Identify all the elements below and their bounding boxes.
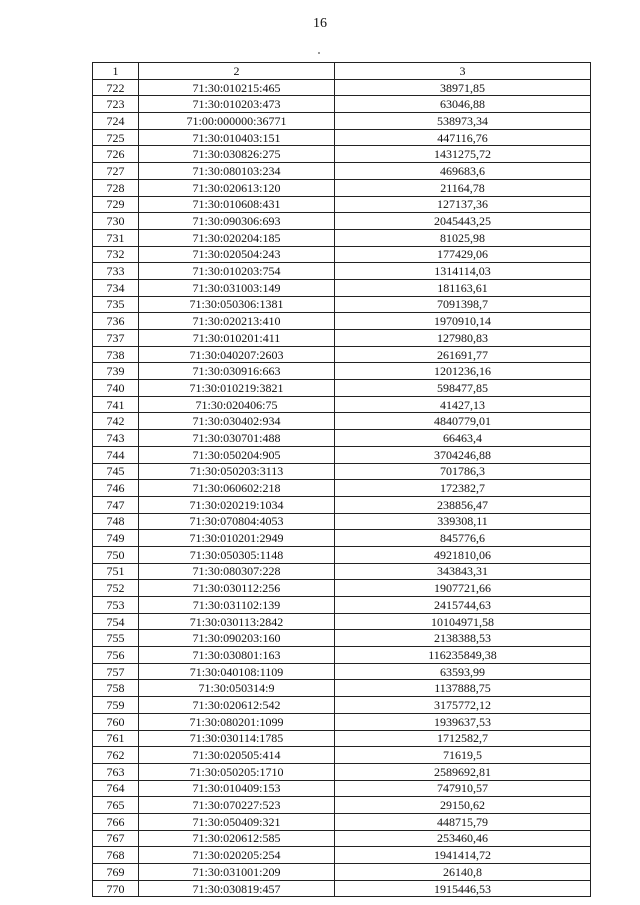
value-cell: 1712582,7 [335, 730, 591, 747]
table-row [93, 813, 591, 830]
table-row [93, 797, 591, 814]
cadastral-number-cell: 71:30:080201:1099 [139, 713, 335, 730]
cadastral-number-cell: 71:30:010403:151 [139, 129, 335, 146]
row-number-cell: 737 [93, 330, 139, 347]
value-cell: 177429,06 [335, 246, 591, 263]
cadastral-number-cell: 71:30:030114:1785 [139, 730, 335, 747]
value-cell: 747910,57 [335, 780, 591, 797]
cadastral-number-cell: 71:30:060602:218 [139, 480, 335, 497]
table-row [93, 263, 591, 280]
table-row [93, 480, 591, 497]
value-cell: 339308,11 [335, 513, 591, 530]
value-cell: 21164,78 [335, 179, 591, 196]
cadastral-number-cell: 71:30:010409:153 [139, 780, 335, 797]
value-cell: 253460,46 [335, 830, 591, 847]
cadastral-number-cell: 71:30:010215:465 [139, 79, 335, 96]
row-number-cell: 755 [93, 630, 139, 647]
value-cell: 598477,85 [335, 380, 591, 397]
cadastral-number-cell: 71:30:020612:542 [139, 697, 335, 714]
scan-artifact-dot [318, 52, 320, 54]
table-row [93, 96, 591, 113]
value-cell: 2045443,25 [335, 213, 591, 230]
table-row [93, 129, 591, 146]
table-row [93, 196, 591, 213]
cadastral-number-cell: 71:30:031001:209 [139, 864, 335, 881]
cadastral-number-cell: 71:30:090203:160 [139, 630, 335, 647]
cadastral-number-cell: 71:30:050203:3113 [139, 463, 335, 480]
table-row [93, 463, 591, 480]
row-number-cell: 723 [93, 96, 139, 113]
table-row [93, 213, 591, 230]
table-row [93, 880, 591, 897]
row-number-cell: 759 [93, 697, 139, 714]
value-cell: 1314114,03 [335, 263, 591, 280]
row-number-cell: 770 [93, 880, 139, 897]
row-number-cell: 766 [93, 813, 139, 830]
cadastral-number-cell: 71:30:020612:585 [139, 830, 335, 847]
table-row [93, 747, 591, 764]
value-cell: 1970910,14 [335, 313, 591, 330]
row-number-cell: 735 [93, 296, 139, 313]
table-row [93, 396, 591, 413]
row-number-cell: 740 [93, 380, 139, 397]
value-cell: 63593,99 [335, 663, 591, 680]
value-cell: 4840779,01 [335, 413, 591, 430]
row-number-cell: 763 [93, 763, 139, 780]
table-row [93, 496, 591, 513]
table-row [93, 363, 591, 380]
value-cell: 38971,85 [335, 79, 591, 96]
table-row [93, 763, 591, 780]
row-number-cell: 745 [93, 463, 139, 480]
value-cell: 538973,34 [335, 113, 591, 130]
value-cell: 172382,7 [335, 480, 591, 497]
cadastral-number-cell: 71:30:080307:228 [139, 563, 335, 580]
value-cell: 1431275,72 [335, 146, 591, 163]
cadastral-number-cell: 71:30:020219:1034 [139, 496, 335, 513]
table-row [93, 630, 591, 647]
table-row [93, 413, 591, 430]
cadastral-number-cell: 71:30:030113:2842 [139, 613, 335, 630]
table-row [93, 346, 591, 363]
row-number-cell: 750 [93, 546, 139, 563]
table-row [93, 446, 591, 463]
value-cell: 81025,98 [335, 229, 591, 246]
table-row [93, 730, 591, 747]
table-row [93, 179, 591, 196]
column-header-value: 3 [335, 63, 591, 80]
row-number-cell: 767 [93, 830, 139, 847]
cadastral-number-cell: 71:30:020505:414 [139, 747, 335, 764]
table-row [93, 279, 591, 296]
cadastral-number-cell: 71:30:030701:488 [139, 430, 335, 447]
cadastral-number-cell: 71:30:020504:243 [139, 246, 335, 263]
value-cell: 7091398,7 [335, 296, 591, 313]
value-cell: 63046,88 [335, 96, 591, 113]
table-row [93, 113, 591, 130]
row-number-cell: 743 [93, 430, 139, 447]
value-cell: 1915446,53 [335, 880, 591, 897]
row-number-cell: 756 [93, 647, 139, 664]
value-cell: 469683,6 [335, 163, 591, 180]
row-number-cell: 732 [93, 246, 139, 263]
table-row [93, 546, 591, 563]
table-row [93, 313, 591, 330]
value-cell: 127137,36 [335, 196, 591, 213]
cadastral-number-cell: 71:30:010201:2949 [139, 530, 335, 547]
row-number-cell: 758 [93, 680, 139, 697]
cadastral-number-cell: 71:30:040207:2603 [139, 346, 335, 363]
cadastral-number-cell: 71:30:020406:75 [139, 396, 335, 413]
row-number-cell: 754 [93, 613, 139, 630]
cadastral-number-cell: 71:30:031102:139 [139, 597, 335, 614]
row-number-cell: 725 [93, 129, 139, 146]
table-row [93, 330, 591, 347]
cadastral-number-cell: 71:00:000000:36771 [139, 113, 335, 130]
table-row [93, 780, 591, 797]
table-header-row [93, 63, 591, 80]
row-number-cell: 724 [93, 113, 139, 130]
table-body [93, 79, 591, 897]
row-number-cell: 730 [93, 213, 139, 230]
table-row [93, 680, 591, 697]
row-number-cell: 729 [93, 196, 139, 213]
value-cell: 2138388,53 [335, 630, 591, 647]
cadastral-number-cell: 71:30:010608:431 [139, 196, 335, 213]
row-number-cell: 736 [93, 313, 139, 330]
cadastral-number-cell: 71:30:020205:254 [139, 847, 335, 864]
value-cell: 181163,61 [335, 279, 591, 296]
cadastral-number-cell: 71:30:090306:693 [139, 213, 335, 230]
value-cell: 116235849,38 [335, 647, 591, 664]
cadastral-number-cell: 71:30:050205:1710 [139, 763, 335, 780]
table-row [93, 580, 591, 597]
row-number-cell: 731 [93, 229, 139, 246]
cadastral-number-cell: 71:30:030112:256 [139, 580, 335, 597]
row-number-cell: 769 [93, 864, 139, 881]
column-header-cadastral-number: 2 [139, 63, 335, 80]
row-number-cell: 761 [93, 730, 139, 747]
page-number: 16 [313, 16, 327, 31]
cadastral-number-cell: 71:30:080103:234 [139, 163, 335, 180]
cadastral-number-cell: 71:30:010201:411 [139, 330, 335, 347]
table-row [93, 847, 591, 864]
cadastral-number-cell: 71:30:030819:457 [139, 880, 335, 897]
cadastral-number-cell: 71:30:020613:120 [139, 179, 335, 196]
table-row [93, 163, 591, 180]
value-cell: 238856,47 [335, 496, 591, 513]
row-number-cell: 752 [93, 580, 139, 597]
cadastral-number-cell: 71:30:030402:934 [139, 413, 335, 430]
row-number-cell: 762 [93, 747, 139, 764]
value-cell: 66463,4 [335, 430, 591, 447]
row-number-cell: 764 [93, 780, 139, 797]
cadastral-number-cell: 71:30:031003:149 [139, 279, 335, 296]
value-cell: 41427,13 [335, 396, 591, 413]
cadastral-number-cell: 71:30:010203:754 [139, 263, 335, 280]
value-cell: 26140,8 [335, 864, 591, 881]
cadastral-number-cell: 71:30:030826:275 [139, 146, 335, 163]
cadastral-number-cell: 71:30:050409:321 [139, 813, 335, 830]
row-number-cell: 726 [93, 146, 139, 163]
table-row [93, 146, 591, 163]
row-number-cell: 749 [93, 530, 139, 547]
cadastral-number-cell: 71:30:020204:185 [139, 229, 335, 246]
value-cell: 1201236,16 [335, 363, 591, 380]
value-cell: 1907721,66 [335, 580, 591, 597]
value-cell: 261691,77 [335, 346, 591, 363]
row-number-cell: 747 [93, 496, 139, 513]
value-cell: 1137888,75 [335, 680, 591, 697]
row-number-cell: 738 [93, 346, 139, 363]
value-cell: 3175772,12 [335, 697, 591, 714]
table-row [93, 864, 591, 881]
value-cell: 845776,6 [335, 530, 591, 547]
table-row [93, 663, 591, 680]
value-cell: 10104971,58 [335, 613, 591, 630]
value-cell: 2589692,81 [335, 763, 591, 780]
table-row [93, 563, 591, 580]
cadastral-number-cell: 71:30:020213:410 [139, 313, 335, 330]
cadastral-value-table [92, 62, 591, 897]
cadastral-number-cell: 71:30:070804:4053 [139, 513, 335, 530]
column-header-number: 1 [93, 63, 139, 80]
value-cell: 447116,76 [335, 129, 591, 146]
row-number-cell: 751 [93, 563, 139, 580]
row-number-cell: 757 [93, 663, 139, 680]
value-cell: 3704246,88 [335, 446, 591, 463]
row-number-cell: 722 [93, 79, 139, 96]
table-row [93, 430, 591, 447]
value-cell: 448715,79 [335, 813, 591, 830]
row-number-cell: 765 [93, 797, 139, 814]
cadastral-number-cell: 71:30:030916:663 [139, 363, 335, 380]
cadastral-number-cell: 71:30:040108:1109 [139, 663, 335, 680]
cadastral-number-cell: 71:30:050305:1148 [139, 546, 335, 563]
value-cell: 71619,5 [335, 747, 591, 764]
table-row [93, 613, 591, 630]
value-cell: 2415744,63 [335, 597, 591, 614]
value-cell: 1941414,72 [335, 847, 591, 864]
cadastral-number-cell: 71:30:070227:523 [139, 797, 335, 814]
value-cell: 343843,31 [335, 563, 591, 580]
cadastral-number-cell: 71:30:010203:473 [139, 96, 335, 113]
row-number-cell: 741 [93, 396, 139, 413]
row-number-cell: 742 [93, 413, 139, 430]
table-row [93, 597, 591, 614]
value-cell: 29150,62 [335, 797, 591, 814]
row-number-cell: 728 [93, 179, 139, 196]
value-cell: 4921810,06 [335, 546, 591, 563]
row-number-cell: 733 [93, 263, 139, 280]
table-row [93, 713, 591, 730]
cadastral-number-cell: 71:30:050204:905 [139, 446, 335, 463]
table-row [93, 380, 591, 397]
row-number-cell: 753 [93, 597, 139, 614]
table-row [93, 647, 591, 664]
table-row [93, 296, 591, 313]
table-row [93, 513, 591, 530]
row-number-cell: 739 [93, 363, 139, 380]
row-number-cell: 746 [93, 480, 139, 497]
value-cell: 1939637,53 [335, 713, 591, 730]
row-number-cell: 760 [93, 713, 139, 730]
table-row [93, 246, 591, 263]
cadastral-number-cell: 71:30:050306:1381 [139, 296, 335, 313]
table-row [93, 697, 591, 714]
cadastral-number-cell: 71:30:010219:3821 [139, 380, 335, 397]
value-cell: 127980,83 [335, 330, 591, 347]
value-cell: 701786,3 [335, 463, 591, 480]
cadastral-number-cell: 71:30:050314:9 [139, 680, 335, 697]
row-number-cell: 768 [93, 847, 139, 864]
table-row [93, 79, 591, 96]
row-number-cell: 744 [93, 446, 139, 463]
table-row [93, 530, 591, 547]
cadastral-number-cell: 71:30:030801:163 [139, 647, 335, 664]
table-row [93, 830, 591, 847]
row-number-cell: 748 [93, 513, 139, 530]
table-row [93, 229, 591, 246]
row-number-cell: 727 [93, 163, 139, 180]
row-number-cell: 734 [93, 279, 139, 296]
